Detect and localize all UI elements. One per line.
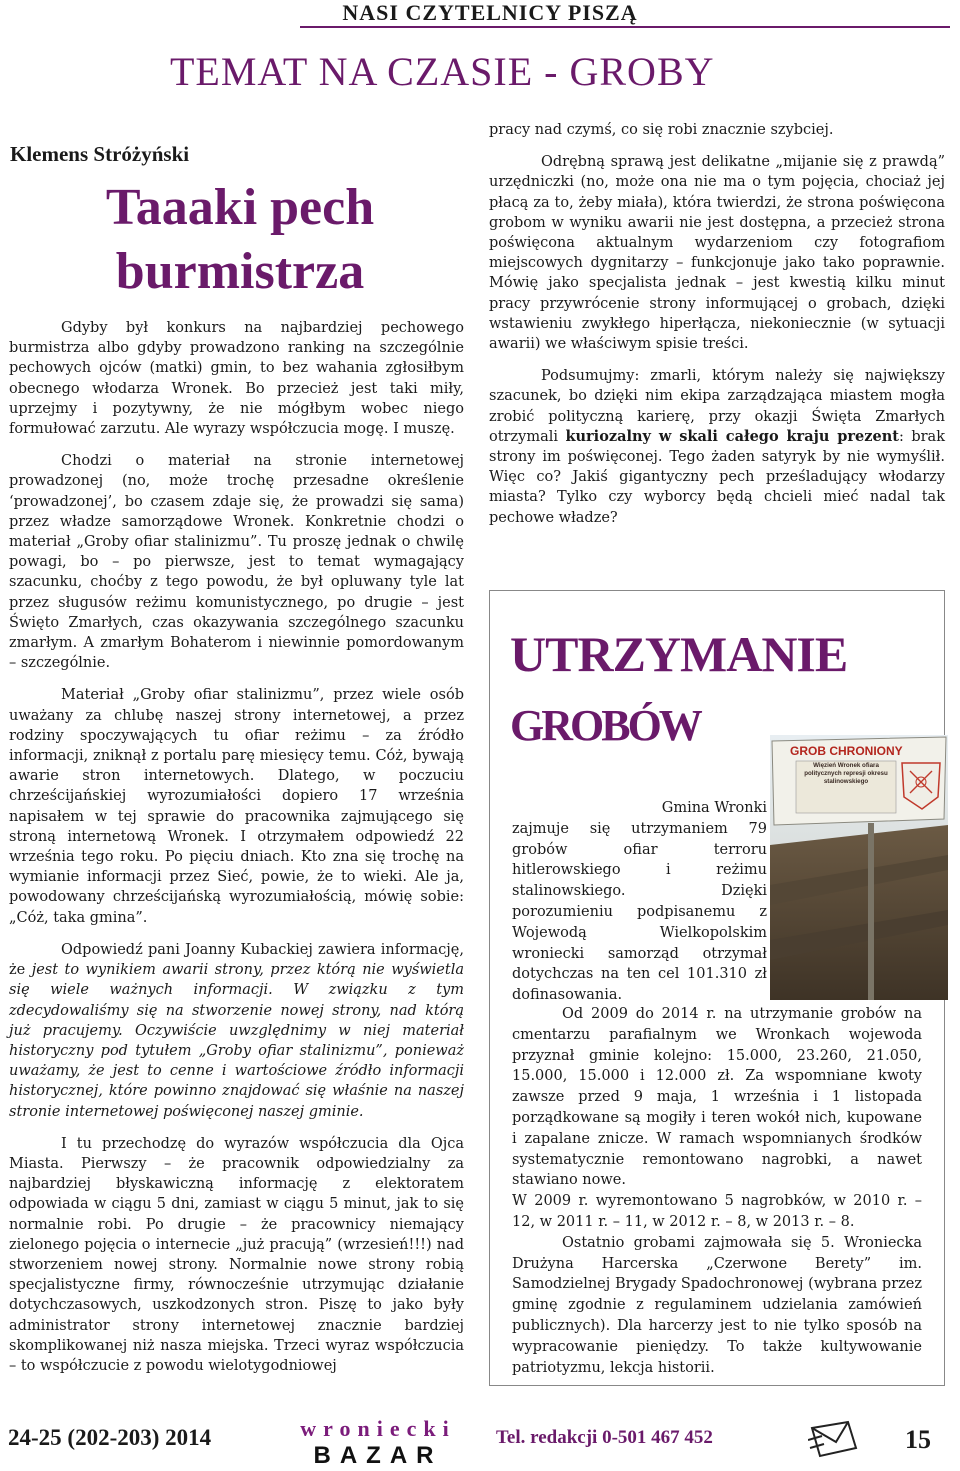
quote-intro: Odpowiedź pani Joanny Kubackiej zawiera informację, że <box>9 941 464 979</box>
page-number: 15 <box>905 1425 931 1454</box>
summary-text: : brak strony im poświęconej. Tego żaden satyryk by nie wymyślił. Więc co? Jakiś gigantyczny pech prześladujący włodarzy miasta? Tylko czy wyborcy będą chcieli mieć nadal tak pechowe władze? <box>489 428 945 526</box>
logo-bazar: BAZAR <box>313 1442 443 1469</box>
summary-paragraph <box>489 366 945 528</box>
right-column <box>489 120 945 540</box>
paragraph: Chodzi o materiał na stronie internetowej prowadzonej (no, może trochę przesadne określenie ‘prowadzonej’, bo czasem zdaje się, że prowadzi się sama) przez władze samorządowe Wronek. Konkretnie chodzi o materiał „Groby ofiar stalinizmu”. Tu proszę jednak o chwilę powagi, bo – po pierwsze, jest to temat wymagający szacunku, choćby z tego powodu, że był opluwany tyle lat przez sługusów reżimu komunistycznego, po drugie – jest Święto Zmarłych, czas okazywania szczególnego szacunku zmarłym. A zmarłym Bohaterom i niewinnie pomordowanym – szczególnie. <box>9 453 464 672</box>
topic-title: TEMAT NA CZASIE - GROBY <box>170 49 715 94</box>
grave-sign-photo <box>770 735 948 1000</box>
summary-highlight: kuriozalny w skali całego kraju prezent <box>565 427 899 445</box>
summary-text: Podsumujmy: zmarli, którym należy się największy szacunek, bo dzięki nim ekipa zarządzająca miastem mogła zrobić polityczną karierę, przy okazji Święta Zmarłych otrzymali <box>489 368 945 445</box>
envelope-icon <box>808 1418 860 1462</box>
paragraph: Odrębną sprawą jest delikatne „mijanie się z prawdą” urzędniczki (no, może ona nie ma o tym pojęcia, chociaż jej płacą za to, żeby miała), która twierdzi, że strona poświęcona grobom w wyniku awarii nie jest dostępna, a przecież strona poświęcona aktualnym wydarzeniom czy fotografiom miejscowych dygnitarzy – funkcjonuje jako tako poprawnie. Mówię jako specjalista jednak – jest kwestią kilku minut pracy przywrócenie strony informującej o grobach, dzięki wstawieniu zwykłego hiperłącza, niekoniecznie (w sytuacji awarii) we właściwym spisie treści. <box>489 154 945 353</box>
paragraph: I tu przechodzę do wyrazów współczucia dla Ojca Miasta. Pierwszy – że pracownik odpowiedzialny za najbardziej błyskawiczną informację z elektoratem odpowiada w ciągu 5 dni, zamiast w ciągu 5 minut, jak to się normalnie robi. Po drugie – że pracownicy niemający zielonego pojęcia o internecie „już pracują” (wrzesień!!!) nad stworzeniem nowej strony. Normalnie nowe strony robią specjalistyczne firmy, równocześnie utrzymując działanie dotychczasowych, uszkodzonych stron. Piszę to jako były administrator strony internetowej znacznie bardziej skomplikowanej niż nasza miejska. Trzeci wyraz współczucia – to współczucie z powodu wielotygodniowej <box>9 1135 464 1374</box>
section-header: NASI CZYTELNICY PISZĄ <box>342 0 638 25</box>
box-subtitle: GROBÓW <box>510 701 700 750</box>
quoted-reply: jest to wynikiem awarii strony, przez którą nie wyświetla się wiele ważnych informacji. W związku z tym zdecydowaliśmy się na stworzenie nowej strony, nad którą już pracujemy. Oczywiście uwzględnimy w niej materiał historyczny pod tytułem „Groby ofiar stalinizmu”, ponieważ uważamy, że jest to cenne i wartościowe źródło informacji historycznej, które powinno znajdować się właśnie na naszej stronie internetowej poświęconej naszej gminie. <box>9 962 464 1120</box>
box-paragraph: Od 2009 do 2014 r. na utrzymanie grobów na cmentarzu parafialnym we Wronkach wojewoda przyznał gminie kolejno: 15.000, 23.260, 21.050, 15.000, 15.000 i 12.000 zł. Za wspomniane kwoty zawsze przed 9 maja, 1 września i 1 listopada porządkowane są mogiły i teren wokół nich, kupowane i zapalane znicze. W ramach wspomnianych środków systematycznie remontowano nagrobki, a nawet stawiano nowe. <box>512 1006 922 1189</box>
paragraph-with-quote <box>9 940 464 1122</box>
box-paragraph: Ostatnio grobami zajmowała się 5. Wroniecka Drużyna Harcerska „Czerwone Berety” im. Samodzielnej Brygady Spadochronowej (wybrana przez gminę zgodnie z regulaminem udzielania zamówień publicznych). Dla harcerzy jest to nie tylko sposób na wypracowanie pieniędzy. To także kultywowanie patriotyzmu, lekcja historii. <box>512 1234 922 1376</box>
paragraph: pracy nad czymś, co się robi znacznie szybciej. <box>489 122 834 138</box>
issue-number: 24-25 (202-203) 2014 <box>8 1425 212 1450</box>
box-title: UTRZYMANIE <box>510 626 848 682</box>
paragraph: Gdyby był konkurs na najbardziej pechowego burmistrza albo gdyby prowadzono ranking na szczególnie pechowych ojców (matki) gmin, to bez wahania zgłosiłbym obecnego włodarza Wronek. Bo przecież jest taki miły, uprzejmy i pozytywny, że nie mógłbym wobec niego formułować zarzutu. Ale wyrazy współczucia mogę. I muszę. <box>9 320 464 438</box>
box-lead: Gmina Wronki <box>661 800 767 816</box>
author-name: Klemens Stróżyński <box>10 142 190 166</box>
section-rule <box>300 26 950 28</box>
box-body <box>512 1004 922 1378</box>
article-headline <box>60 176 420 304</box>
logo-wroniecki: wroniecki <box>300 1416 456 1441</box>
editorial-phone: Tel. redakcji 0-501 467 452 <box>496 1427 713 1448</box>
sign-inscription: Więzień Wronek ofiara politycznych represji okresu stalinowskiego <box>804 762 888 785</box>
headline-line-1: Taaaki pech <box>105 179 375 236</box>
box-intro-text: zajmuje się utrzymaniem 79 grobów ofiar terroru hitlerowskiego i reżimu stalinowskiego. Dzięki porozumieniu podpisanemu z Wojewodą Wielkopolskim wroniecki samorząd otrzymał dotychczas na ten cel 101.310 zł dofinasowania. <box>512 820 767 1004</box>
box-intro <box>512 798 767 1006</box>
left-column <box>9 318 464 1388</box>
box-paragraph: W 2009 r. wyremontowano 5 nagrobków, w 2010 r. – 12, w 2011 r. – 11, w 2012 r. – 8, w 2013 r. – 8. <box>512 1193 922 1230</box>
headline-line-2: burmistrza <box>115 243 365 300</box>
sign-heading: GROB CHRONIONY <box>790 744 903 758</box>
paragraph: Materiał „Groby ofiar stalinizmu”, przez wiele osób uważany za chlubę naszej strony internetowej, a przez rodziny spoczywających tu ofiar reżimu – za źródło informacji, zniknął z portalu parę miesięcy temu. Cóż, bywają awarie stron internetowych. Dlatego, w poczuciu chrześcijańskiej wyrozumiałości dopiero 17 września napisałem w tej sprawie do pracownika zajmującego się stroną internetową Wronek. I otrzymałem odpowiedź 22 września tego roku. Po pięciu dniach. Kto zna się trochę na wymianie informacji przez Sieć, powie, że to wieki. Ale ja, powodowany chrześcijańską wyrozumiałością, mówię sobie: „Cóż, taka gmina”. <box>9 687 464 926</box>
